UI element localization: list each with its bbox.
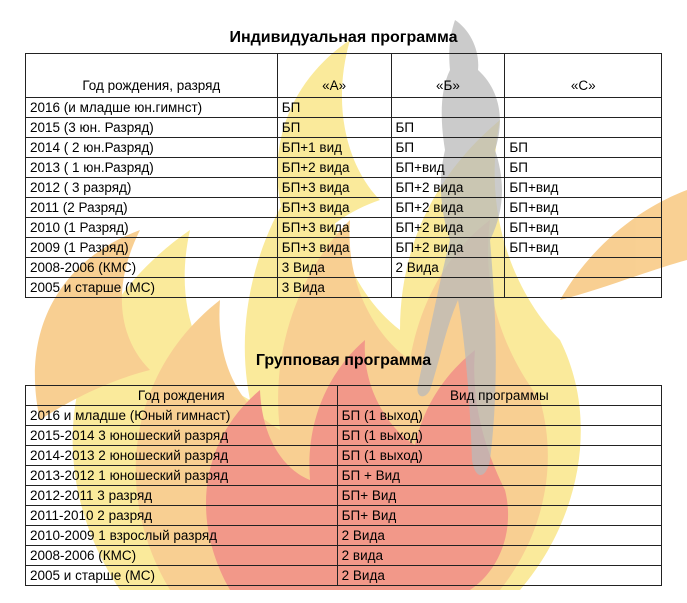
header-level-b: «Б» <box>391 54 505 98</box>
cell-birth-year: 2014-2013 2 юношеский разряд <box>26 446 338 466</box>
table-row <box>26 546 662 566</box>
cell-level-c <box>505 98 662 118</box>
table-row <box>26 258 662 278</box>
individual-program-table <box>25 53 662 298</box>
cell-birth-year: 2013 ( 1 юн.Разряд) <box>26 158 278 178</box>
cell-program-type: БП+ Вид <box>337 506 661 526</box>
cell-level-c: БП+вид <box>505 198 662 218</box>
header-program-type: Вид программы <box>337 386 661 406</box>
cell-level-b: БП+2 вида <box>391 218 505 238</box>
cell-level-b: БП <box>391 138 505 158</box>
cell-level-a: 3 Вида <box>277 258 391 278</box>
table-row <box>26 98 662 118</box>
individual-program-title: Индивидуальная программа <box>229 29 458 46</box>
table-row <box>26 506 662 526</box>
cell-birth-year: 2015 (3 юн. Разряд) <box>26 118 278 138</box>
table-row <box>26 278 662 298</box>
header-level-a: «А» <box>277 54 391 98</box>
header-level-c: «С» <box>505 54 662 98</box>
cell-level-c <box>505 258 662 278</box>
table-row <box>26 198 662 218</box>
cell-level-c <box>505 118 662 138</box>
table-header-row <box>26 386 662 406</box>
cell-program-type: 2 вида <box>337 546 661 566</box>
cell-program-type: БП (1 выход) <box>337 406 661 426</box>
cell-level-c: БП+вид <box>505 218 662 238</box>
table-row <box>26 218 662 238</box>
table-row <box>26 178 662 198</box>
cell-level-a: БП+3 вида <box>277 198 391 218</box>
cell-birth-year: 2008-2006 (КМС) <box>26 258 278 278</box>
table-row <box>26 158 662 178</box>
cell-level-b: 2 Вида <box>391 258 505 278</box>
cell-level-a: БП+2 вида <box>277 158 391 178</box>
cell-birth-year: 2012 ( 3 разряд) <box>26 178 278 198</box>
cell-level-c: БП <box>505 158 662 178</box>
header-birth-year: Год рождения <box>26 386 338 406</box>
cell-level-a: БП <box>277 98 391 118</box>
cell-level-a: БП+3 вида <box>277 218 391 238</box>
table-row <box>26 446 662 466</box>
cell-birth-year: 2009 (1 Разряд) <box>26 238 278 258</box>
table-row <box>26 118 662 138</box>
cell-level-b <box>391 278 505 298</box>
cell-level-a: 3 Вида <box>277 278 391 298</box>
cell-level-b: БП+2 вида <box>391 198 505 218</box>
table-row <box>26 566 662 586</box>
cell-birth-year: 2012-2011 3 разряд <box>26 486 338 506</box>
table-row <box>26 486 662 506</box>
cell-birth-year: 2014 ( 2 юн.Разряд) <box>26 138 278 158</box>
table-row <box>26 138 662 158</box>
cell-birth-year: 2008-2006 (КМС) <box>26 546 338 566</box>
cell-level-b <box>391 98 505 118</box>
group-program-table <box>25 385 662 586</box>
cell-program-type: 2 Вида <box>337 526 661 546</box>
cell-level-b: БП+2 вида <box>391 178 505 198</box>
cell-birth-year: 2010-2009 1 взрослый разряд <box>26 526 338 546</box>
cell-birth-year: 2015-2014 3 юношеский разряд <box>26 426 338 446</box>
table-row <box>26 526 662 546</box>
cell-program-type: БП (1 выход) <box>337 446 661 466</box>
cell-level-c <box>505 278 662 298</box>
cell-birth-year: 2011 (2 Разряд) <box>26 198 278 218</box>
table-header-row <box>26 54 662 98</box>
cell-level-c: БП <box>505 138 662 158</box>
cell-level-c: БП+вид <box>505 178 662 198</box>
cell-program-type: БП + Вид <box>337 466 661 486</box>
cell-birth-year: 2011-2010 2 разряд <box>26 506 338 526</box>
cell-level-c: БП+вид <box>505 238 662 258</box>
table-row <box>26 238 662 258</box>
cell-birth-year: 2016 и младше (Юный гимнаст) <box>26 406 338 426</box>
cell-level-a: БП+1 вид <box>277 138 391 158</box>
table-row <box>26 466 662 486</box>
cell-program-type: 2 Вида <box>337 566 661 586</box>
cell-birth-year: 2005 и старше (МС) <box>26 566 338 586</box>
cell-birth-year: 2016 (и младше юн.гимнст) <box>26 98 278 118</box>
header-birth-year-rank: Год рождения, разряд <box>26 54 278 98</box>
cell-level-a: БП+3 вида <box>277 238 391 258</box>
cell-birth-year: 2013-2012 1 юношеский разряд <box>26 466 338 486</box>
cell-birth-year: 2010 (1 Разряд) <box>26 218 278 238</box>
cell-program-type: БП+ Вид <box>337 486 661 506</box>
table-row <box>26 406 662 426</box>
cell-level-b: БП <box>391 118 505 138</box>
group-program-title: Групповая программа <box>255 352 432 369</box>
cell-program-type: БП (1 выход) <box>337 426 661 446</box>
cell-birth-year: 2005 и старше (МС) <box>26 278 278 298</box>
table-row <box>26 426 662 446</box>
cell-level-a: БП <box>277 118 391 138</box>
cell-level-b: БП+2 вида <box>391 238 505 258</box>
cell-level-a: БП+3 вида <box>277 178 391 198</box>
cell-level-b: БП+вид <box>391 158 505 178</box>
